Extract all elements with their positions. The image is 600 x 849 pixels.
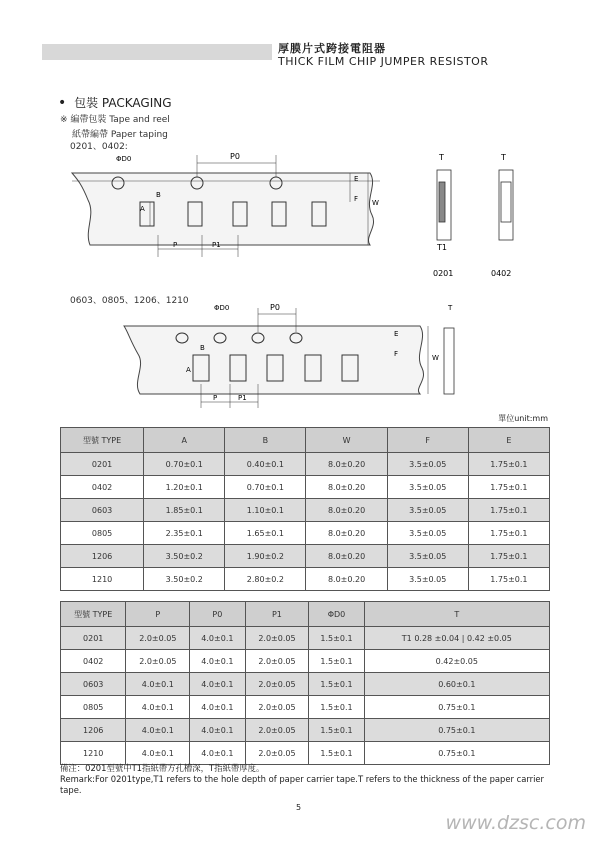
- cell: 1.75±0.1: [468, 499, 549, 522]
- table-row: [61, 453, 550, 476]
- cell: 1210: [61, 742, 126, 765]
- cell: 4.0±0.1: [126, 742, 190, 765]
- table-row: [61, 673, 550, 696]
- cell: 4.0±0.1: [190, 719, 245, 742]
- section-title: 包裝 PACKAGING: [74, 96, 172, 110]
- title-chinese: 厚膜片式跨接電阻器: [278, 42, 386, 55]
- cell: 0.70±0.1: [225, 476, 306, 499]
- section-heading: [58, 94, 172, 111]
- cell: 0402: [61, 650, 126, 673]
- cell: 1.90±0.2: [225, 545, 306, 568]
- header-bar: [42, 44, 272, 60]
- cell: 4.0±0.1: [126, 719, 190, 742]
- cell: 8.0±0.20: [306, 568, 387, 591]
- header-cell: ΦD0: [309, 602, 364, 627]
- cell: 1.75±0.1: [468, 453, 549, 476]
- t-label-0201: T: [439, 153, 444, 162]
- table-row: [61, 476, 550, 499]
- p0-label-2: P0: [270, 303, 280, 312]
- cell: 1.10±0.1: [225, 499, 306, 522]
- watermark: www.dzsc.com: [445, 812, 586, 834]
- cell: 1.5±0.1: [309, 719, 364, 742]
- a-label: A: [140, 205, 145, 213]
- cell: 4.0±0.1: [190, 673, 245, 696]
- cell: 2.0±0.05: [245, 650, 309, 673]
- p-label: P: [173, 241, 178, 249]
- cell: 0603: [61, 673, 126, 696]
- bullet-icon: •: [58, 95, 67, 111]
- cell: 3.50±0.2: [144, 568, 225, 591]
- cell: 1206: [61, 545, 144, 568]
- e-label: E: [354, 175, 359, 183]
- header-cell: P1: [245, 602, 309, 627]
- cell: 0805: [61, 522, 144, 545]
- b-label: B: [156, 191, 161, 199]
- cell: 1.75±0.1: [468, 545, 549, 568]
- table-row: [61, 650, 550, 673]
- header-cell: A: [144, 428, 225, 453]
- cell: 2.0±0.05: [245, 696, 309, 719]
- w-label: W: [372, 199, 379, 207]
- cell: 1206: [61, 719, 126, 742]
- header-cell: W: [306, 428, 387, 453]
- cell: 1.5±0.1: [309, 673, 364, 696]
- cell: 4.0±0.1: [190, 742, 245, 765]
- cell: 2.0±0.05: [245, 627, 309, 650]
- cell: 2.0±0.05: [126, 650, 190, 673]
- label-0201: 0201: [433, 269, 454, 278]
- table-row: [61, 742, 550, 765]
- cell: 8.0±0.20: [306, 522, 387, 545]
- p1-label-2: P1: [238, 394, 247, 402]
- phi-d0-label-2: ΦD0: [214, 304, 230, 312]
- cell: 0805: [61, 696, 126, 719]
- cell: 2.0±0.05: [245, 742, 309, 765]
- table-row: [61, 696, 550, 719]
- cell: 0.60±0.1: [364, 673, 549, 696]
- cell: 8.0±0.20: [306, 453, 387, 476]
- cell: 2.0±0.05: [245, 673, 309, 696]
- cell: 3.5±0.05: [387, 453, 468, 476]
- cell: 0.75±0.1: [364, 719, 549, 742]
- cell: 3.5±0.05: [387, 522, 468, 545]
- cell: T1 0.28 ±0.04 | 0.42 ±0.05: [364, 627, 549, 650]
- table-row: [61, 499, 550, 522]
- side-views: [425, 150, 535, 280]
- p0-label: P0: [230, 152, 240, 161]
- cell: 0.75±0.1: [364, 742, 549, 765]
- cell: 1.75±0.1: [468, 476, 549, 499]
- cell: 8.0±0.20: [306, 476, 387, 499]
- sizes-0201-0402-label: 0201、0402:: [70, 142, 128, 152]
- cell: 3.5±0.05: [387, 476, 468, 499]
- header-cell: 型號 TYPE: [61, 428, 144, 453]
- cell: 8.0±0.20: [306, 499, 387, 522]
- unit-label: 單位unit:mm: [498, 414, 548, 423]
- table-row: [61, 568, 550, 591]
- cell: 0603: [61, 499, 144, 522]
- p1-label: P1: [212, 241, 221, 249]
- cell: 3.50±0.2: [144, 545, 225, 568]
- remark-english: Remark:For 0201type,T1 refers to the hole depth of paper carrier tape.T refers to the thickness of the paper carrier tape.: [60, 774, 544, 795]
- cell: 4.0±0.1: [190, 627, 245, 650]
- cell: 1.5±0.1: [309, 627, 364, 650]
- cell: 2.0±0.05: [126, 627, 190, 650]
- cell: 3.5±0.05: [387, 568, 468, 591]
- cell: 2.80±0.2: [225, 568, 306, 591]
- cell: 0201: [61, 453, 144, 476]
- cell: 4.0±0.1: [190, 650, 245, 673]
- label-0402: 0402: [491, 269, 512, 278]
- header-cell: P: [126, 602, 190, 627]
- dimension-table-1: [60, 427, 550, 591]
- a-label-2: A: [186, 366, 191, 374]
- w-label-2: W: [432, 354, 439, 362]
- header-cell: B: [225, 428, 306, 453]
- cell: 1.75±0.1: [468, 522, 549, 545]
- cell: 3.5±0.05: [387, 545, 468, 568]
- p-label-2: P: [213, 394, 218, 402]
- header-cell: P0: [190, 602, 245, 627]
- cell: 1.5±0.1: [309, 696, 364, 719]
- cell: 1.75±0.1: [468, 568, 549, 591]
- cell: 1.5±0.1: [309, 650, 364, 673]
- cell: 2.35±0.1: [144, 522, 225, 545]
- cell: 0.75±0.1: [364, 696, 549, 719]
- tape-diagram-small: [60, 145, 400, 270]
- e-label-2: E: [394, 330, 399, 338]
- t-label-0402: T: [501, 153, 506, 162]
- table-row: [61, 545, 550, 568]
- table-row: [61, 522, 550, 545]
- b-label-2: B: [200, 344, 205, 352]
- header-cell: 型號 TYPE: [61, 602, 126, 627]
- title-english: THICK FILM CHIP JUMPER RESISTOR: [278, 55, 489, 68]
- cell: 2.0±0.05: [245, 719, 309, 742]
- f-label: F: [354, 195, 359, 203]
- cell: 0.42±0.05: [364, 650, 549, 673]
- table-header-row: [61, 602, 550, 627]
- cell: 1.5±0.1: [309, 742, 364, 765]
- dimension-table-2: [60, 601, 550, 765]
- tape-reel-label: ※ 編帶包裝 Tape and reel: [60, 115, 170, 125]
- cell: 4.0±0.1: [126, 673, 190, 696]
- table-header-row: [61, 428, 550, 453]
- cell: 0.70±0.1: [144, 453, 225, 476]
- cell: 1.85±0.1: [144, 499, 225, 522]
- header-cell: E: [468, 428, 549, 453]
- remark-block: [60, 763, 550, 796]
- f-label-2: F: [394, 350, 399, 358]
- header-cell: T: [364, 602, 549, 627]
- cell: 3.5±0.05: [387, 499, 468, 522]
- cell: 4.0±0.1: [126, 696, 190, 719]
- cell: 0402: [61, 476, 144, 499]
- table-row: [61, 719, 550, 742]
- phi-d0-label: ΦD0: [116, 155, 132, 163]
- cell: 1.65±0.1: [225, 522, 306, 545]
- cell: 4.0±0.1: [190, 696, 245, 719]
- table-row: [61, 627, 550, 650]
- page-number: 5: [296, 803, 302, 812]
- t-label-large: T: [448, 304, 453, 312]
- paper-taping-label: 紙帶編帶 Paper taping: [72, 130, 168, 140]
- t1-label: T1: [437, 243, 447, 252]
- sizes-large-label: 0603、0805、1206、1210: [70, 296, 189, 306]
- remark-chinese: 備注：0201型號中T1指紙帶方孔槽深，T指紙帶厚度。: [60, 763, 265, 773]
- tape-diagram-large: [110, 298, 470, 418]
- cell: 1210: [61, 568, 144, 591]
- cell: 1.20±0.1: [144, 476, 225, 499]
- cell: 0.40±0.1: [225, 453, 306, 476]
- cell: 0201: [61, 627, 126, 650]
- header-cell: F: [387, 428, 468, 453]
- cell: 8.0±0.20: [306, 545, 387, 568]
